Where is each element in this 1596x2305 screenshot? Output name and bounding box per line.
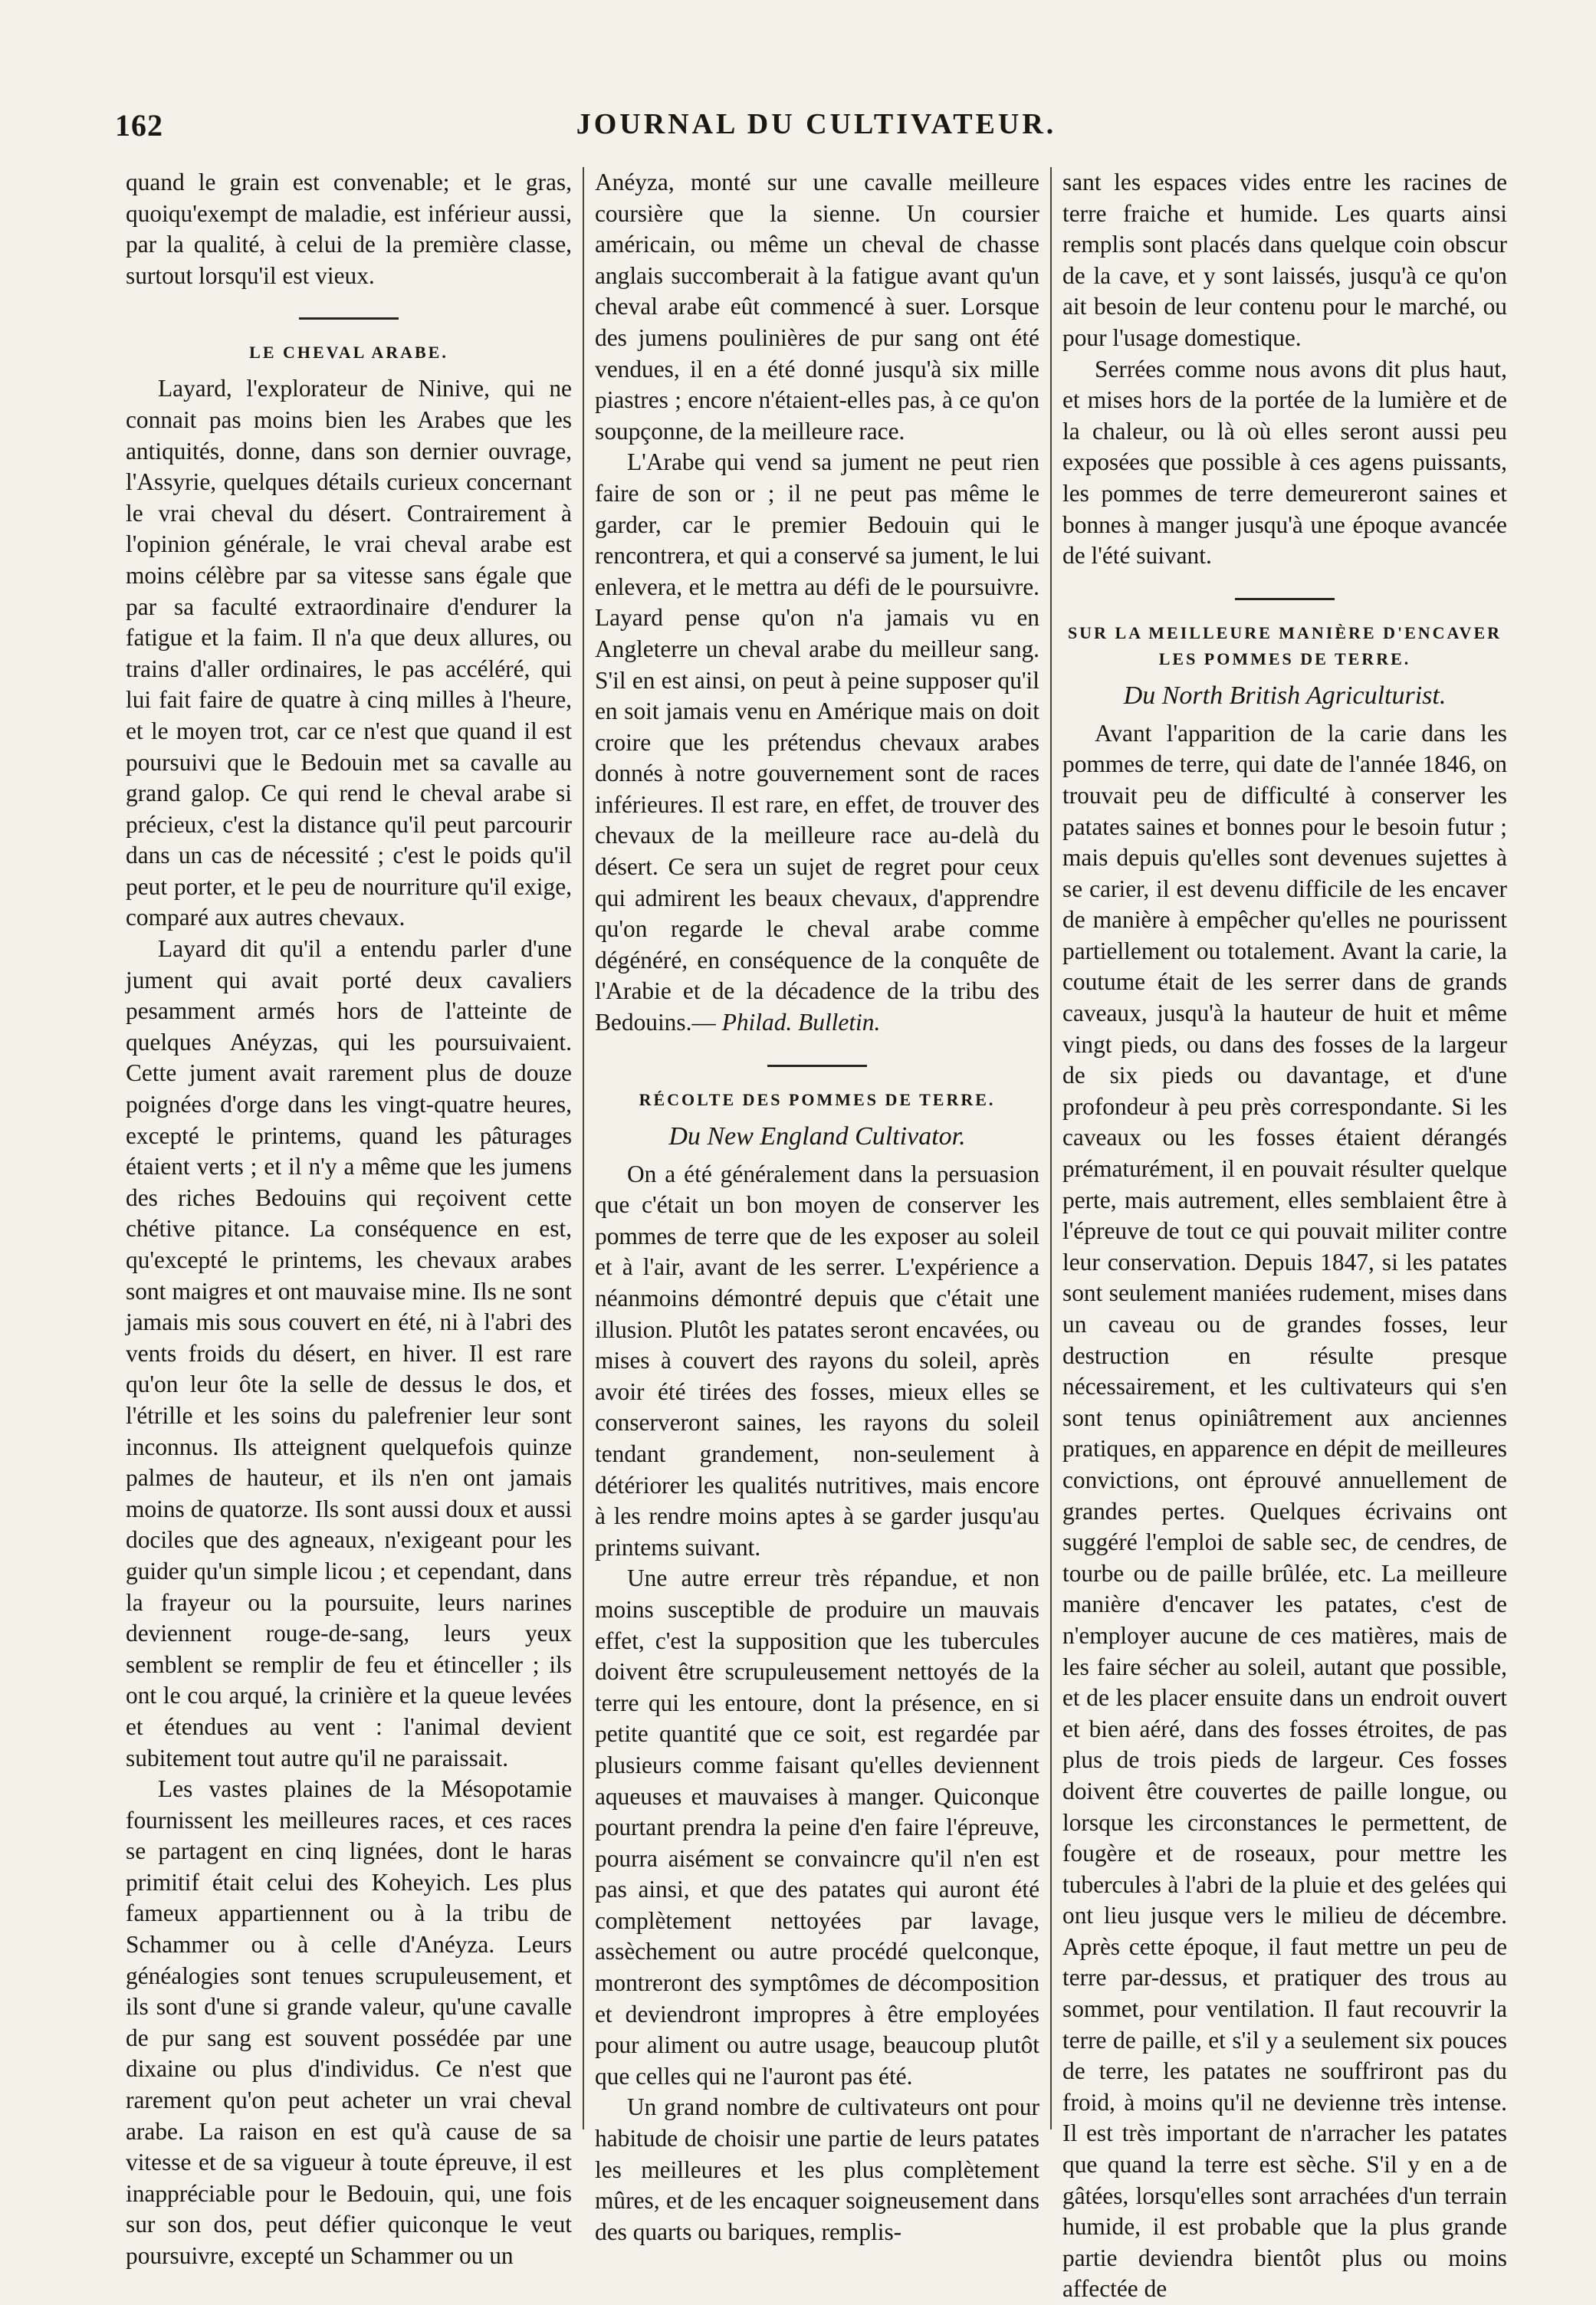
section-divider [767, 1065, 867, 1067]
paragraph-text: L'Arabe qui vend sa jument ne peut rien faire de son or ; il ne peut pas même le garder, car le premier Bedouin qui le rencontrera, et qui a conservé sa jument, le lui enlevera, et le mettra au défi de le poursuivre. Layard pense qu'on n'a jamais vu en Angleterre un cheval arabe du meilleur sang. S'il en est ainsi, on peut à peine supposer qu'il en soit jamais venu en Amérique mais on doit croire que les prétendus chevaux arabes donnés à notre gouvernement sont de races inférieures. Il est rare, en effet, de trouver des chevaux de la meilleure race au-delà du désert. Ce sera un sujet de regret pour ceux qui admirent les beaux chevaux, d'apprendre qu'on regarde le cheval arabe comme dégénéré, en conséquence de la conquête de l'Arabie et de la décadence de la tribu des Bedouins.— [595, 448, 1039, 1036]
column-3 [1050, 167, 1518, 2303]
paragraph: Serrées comme nous avons dit plus haut, et mises hors de la portée de la lumière et de la chaleur, ou là où elles seront aussi peu exposées que possible à ces agens puissants, les pommes de terre demeureront saines et bonnes à manger jusqu'à une époque avancée de l'été suivant. [1062, 355, 1507, 570]
section-divider [299, 317, 399, 320]
article-heading: RÉCOLTE DES POMMES DE TERRE. [639, 1089, 996, 1109]
column-1 [115, 167, 583, 2269]
paragraph: Layard dit qu'il a entendu parler d'une jument qui avait porté deux cavaliers pesamment armés hors de l'atteinte de quelques Anéyzas, qui les poursuivaient. Cette jument avait rarement plus de douze poignées d'orge dans les vingt-quatre heures, excepté le printems, quand les pâturages étaient verts ; et il n'y a même que les jumens des riches Bedouins qui reçoivent cette chétive pitance. La conséquence en est, qu'excepté le printems, les chevaux arabes sont maigres et ont mauvaise mine. Ils ne sont jamais mis sous couvert en été, ni à l'abri des vents froids du désert, en hiver. Il est rare qu'on leur ôte la selle de dessus le dos, et l'étrille et les soins du palefrenier leur sont inconnus. Ils atteignent quelquefois quinze palmes de hauteur, et ils n'en ont jamais moins de quatorze. Ils sont aussi doux et aussi dociles que des agneaux, n'exigeant pour les guider qu'un simple licou ; et cependant, dans la frayeur ou la poursuite, leurs narines deviennent rouge-de-sang, leurs yeux semblent se remplir de feu et étinceller ; ils ont le cou arqué, la crinière et la queue levées et étendues au vent : l'animal devient subitement tout autre qu'il ne paraissait. [126, 935, 572, 1771]
paragraph: sant les espaces vides entre les racines de terre fraiche et humide. Les quarts ainsi remplis sont placés dans quelque coin obscur de la cave, et y sont laissés, jusqu'à ce qu'on ait besoin de leur contenu pour le marché, ou pour l'usage domestique. [1062, 169, 1507, 351]
paragraph: Layard, l'explorateur de Ninive, qui ne connait pas moins bien les Arabes que les antiquités, donne, dans son dernier ouvrage, l'Assyrie, quelques détails curieux concernant le vrai cheval du désert. Contrairement à l'opinion générale, le vrai cheval arabe est moins célèbre par sa vitesse sans égale que par sa faculté extraordinaire d'endurer la fatigue et la faim. Il n'a que deux allures, ou trains d'aller ordinaires, le pas accéléré, qui lui fait faire de quatre à cinq milles à l'heure, et le moyen trot, car ce n'est que quand il est poursuivi que le Bedouin met sa cavalle au grand galop. Ce qui rend le cheval arabe si précieux, c'est la distance qu'il peut parcourir dans un cas de nécessité ; c'est le poids qu'il peut porter, et le peu de nourriture qu'il exige, comparé aux autres chevaux. [126, 375, 572, 931]
paragraph: Les vastes plaines de la Mésopotamie fournissent les meilleures races, et ces races se partagent en cinq lignées, dont le haras primitif était celui des Koheyich. Les plus fameux appartiennent ou à la tribu de Schammer ou à celle d'Anéyza. Leurs généalogies sont tenues scrupuleusement, et ils sont d'une si grande valeur, qu'une cavalle de pur sang est souvent possédée par une dixaine ou plus d'individus. Ce n'est que rarement qu'on peut acheter un vrai cheval arabe. La raison en est qu'à cause de sa vitesse et de sa vigueur à toute épreuve, il est inappréciable pour le Bedouin, qui, une fois sur son dos, peut défier quiconque le veut poursuivre, excepté un Schammer ou un [126, 1775, 572, 2269]
paragraph: Une autre erreur très répandue, et non moins susceptible de produire un mauvais effet, c'est la supposition que les tubercules doivent être scrupuleusement nettoyés de la terre qui les entoure, dont la présence, en si petite quantité que ce soit, est regardée par plusieurs comme faisant qu'elles deviennent aqueuses et mauvaises à manger. Quiconque pourtant prendra la peine d'en faire l'épreuve, pourra aisément se convaincre qu'il n'en est pas ainsi, et que des patates qui auront été complètement nettoyées par lavage, assèchement ou autre procédé quelconque, montreront des symptômes de décomposition et deviendront impropres à être employées pour aliment ou autre usage, beaucoup plutôt que celles qui ne l'auront pas été. [595, 1565, 1039, 2090]
newspaper-page [115, 107, 1518, 2303]
section-divider [1235, 598, 1335, 600]
column-2 [583, 167, 1050, 2245]
article-source: Philad. Bulletin. [721, 1009, 881, 1036]
paragraph: On a été généralement dans la persuasion que c'était un bon moyen de conserver les pommes de terre que de les exposer au soleil et à l'air, avant de les serrer. L'expérience a néanmoins démontré depuis que c'était une illusion. Plutôt les patates seront encavées, ou mises à couvert des rayons du soleil, après avoir été tirées des fosses, mieux elles se conserveront saines, les rayons du soleil tendant grandement, non-seulement à détériorer les qualités nutritives, mais encore à les rendre moins aptes à se garder jusqu'au printems suivant. [595, 1160, 1039, 1561]
running-title: JOURNAL DU CULTIVATEUR. [576, 108, 1057, 140]
article-source: Du North British Agriculturist. [1123, 681, 1447, 710]
paragraph: Avant l'apparition de la carie dans les pommes de terre, qui date de l'année 1846, on trouvait peu de difficulté à conserver les patates saines et bonnes pour le besoin futur ; mais depuis qu'elles sont devenues sujettes à se carier, il est devenu difficile de les encaver de manière à empêcher qu'elles ne pourissent partiellement ou totalement. Avant la carie, la coutume était de les serrer dans de grands caveaux, jusqu'à la hauteur de huit et même vingt pieds, ou dans des fosses de la largeur de six pieds ou davantage, et d'une profondeur à peu près correspondante. Si les caveaux ou les fosses étaient dérangés prématurément, il en pouvait résulter quelque perte, mais autrement, elles semblaient être à l'épreuve de tout ce qui pouvait militer contre leur conservation. Depuis 1847, si les patates sont seulement maniées rudement, mises dans un caveau ou de grandes fosses, leur destruction en résulte presque nécessairement, et les cultivateurs qui s'en sont tenus opiniâtrement aux anciennes pratiques, en apparence en dépit de meilleures convictions, ont éprouvé annuellement de grandes pertes. Quelques écrivains ont suggéré l'emploi de sable sec, de cendres, de tourbe ou de paille brûlée, etc. La meilleure manière d'encaver les patates, c'est de n'employer aucune de ces matières, mais de les faire sécher au soleil, autant que possible, et de les placer ensuite dans un endroit ouvert et bien aéré, dans des fosses étroites, de pas plus de trois pieds de largeur. Ces fosses doivent être couvertes de paille longue, ou lorsque les circonstances le permettent, de fougère et de roseaux, pour mettre les tubercules à l'abri de la pluie et des gelées qui ont lieu jusque vers le milieu de décembre. Après cette époque, il faut mettre un peu de terre par-dessus, et pratiquer des trous au sommet, pour ventilation. Il faut recouvrir la terre de paille, et s'il y a seulement six pouces de terre, les patates ne souffriront pas du froid, à moins qu'il ne devienne très intense. Il est très important de n'arracher les patates que quand la terre est sèche. S'il y en a de gâtées, lorsqu'elles sont arrachées d'un terrain humide, il est probable que la plus grande partie deviendra bientôt plus ou moins affectée de [1062, 719, 1507, 2303]
page-number: 162 [115, 108, 163, 143]
paragraph: Un grand nombre de cultivateurs ont pour habitude de choisir une partie de leurs patates les meilleures et les plus complètement mûres, et de les encaquer soigneusement dans des quarts ou bariques, remplis- [595, 2093, 1039, 2245]
text-columns [115, 167, 1518, 2303]
paragraph: quand le grain est convenable; et le gras, quoiqu'exempt de maladie, est inférieur aussi, par la qualité, à celui de la première classe, surtout lorsqu'il est vieux. [126, 169, 572, 289]
paragraph [595, 447, 1039, 1038]
article-heading: SUR LA MEILLEURE MANIÈRE D'ENCAVER LES POMMES DE TERRE. [1067, 622, 1502, 668]
page-header [115, 107, 1518, 161]
paragraph: Anéyza, monté sur une cavalle meilleure coursière que la sienne. Un coursier américain, ou même un cheval de chasse anglais succomberait à la fatigue avant qu'un cheval arabe eût commencé à suer. Lorsque des jumens poulinières de pur sang ont été vendues, il en a été donné jusqu'à six mille piastres ; encore n'étaient-elles pas, à ce qu'on soupçonne, de la meilleure race. [595, 169, 1039, 445]
article-heading: LE CHEVAL ARABE. [249, 343, 448, 363]
article-source: Du New England Cultivator. [668, 1121, 966, 1151]
